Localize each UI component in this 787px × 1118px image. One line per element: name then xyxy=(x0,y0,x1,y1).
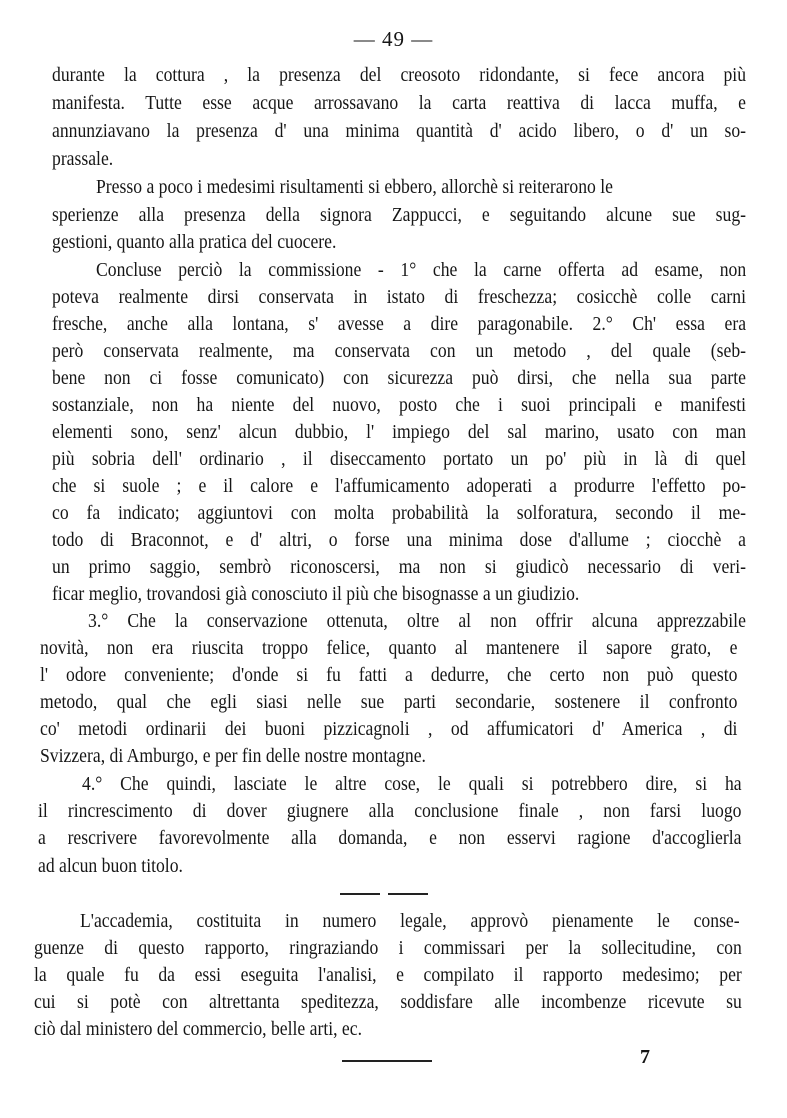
text-line: co fa indicato; aggiuntovi con molta probabilità la solforatura, secondo il me- xyxy=(52,502,747,524)
text-line: manifesta. Tutte esse acque arrossavano la carta reattiva di lacca muffa, e xyxy=(52,92,747,114)
text-line: gestioni, quanto alla pratica del cuocere. xyxy=(52,231,337,253)
text-line: un primo saggio, sembrò riconoscersi, ma non si giudicò necessario di veri- xyxy=(52,556,747,578)
section-divider-right xyxy=(388,893,428,895)
page-number-header: — 49 — xyxy=(353,27,434,51)
text-line: durante la cottura , la presenza del creosoto ridondante, si fece ancora più xyxy=(52,64,747,86)
text-line: ad alcun buon titolo. xyxy=(38,855,183,877)
text-line: prassale. xyxy=(52,148,114,170)
paragraph-start-line: Presso a poco i medesimi risultamenti si ebbero, allorchè si reiterarono le xyxy=(96,176,614,198)
paragraph-start-line: 4.° Che quindi, lasciate le altre cose, le quali si potrebbero dire, si ha xyxy=(82,773,742,795)
text-line: sostanziale, non ha niente del nuovo, posto che i suoi principali e manifesti xyxy=(52,394,747,416)
text-line: la quale fu da essi eseguita l'analisi, e compilato il rapporto medesimo; per xyxy=(34,964,742,986)
text-line: però conservata realmente, ma conservata con un metodo , del quale (seb- xyxy=(52,340,747,362)
text-line: l' odore conveniente; d'onde si fu fatti a dedurre, che certo non può questo xyxy=(40,664,738,686)
text-line: che si suole ; e il calore e l'affumicamento adoperati a produrre l'effetto po- xyxy=(52,475,747,497)
text-line: elementi sono, senz' alcun dubbio, l' impiego del sal marino, usato con man xyxy=(52,421,747,443)
text-line: todo di Braconnot, e d' altri, o forse una minima dose d'allume ; ciocchè a xyxy=(52,529,747,551)
text-line: a rescrivere favorevolmente alla domanda, e non esservi ragione d'accoglierla xyxy=(38,827,742,849)
text-line: metodo, qual che egli siasi nelle sue parti secondarie, sostenere il confronto xyxy=(40,691,738,713)
text-line: più sobria dell' ordinario , il diseccamento portato un po' più in là di quel xyxy=(52,448,747,470)
text-line: Svizzera, di Amburgo, e per fin delle nostre montagne. xyxy=(40,745,426,767)
text-line: poteva realmente dirsi conservata in istato di freschezza; cosicchè colle carni xyxy=(52,286,747,308)
text-line: sperienze alla presenza della signora Zappucci, e seguitando alcune sue sug- xyxy=(52,204,747,226)
paragraph-start-line: Concluse perciò la commissione - 1° che la carne offerta ad esame, non xyxy=(96,259,747,281)
text-line: co' metodi ordinarii dei buoni pizzicagnoli , od affumicatori d' America , di xyxy=(40,718,738,740)
text-line: novità, non era riuscita troppo felice, quanto al mantenere il sapore grato, e xyxy=(40,637,738,659)
signature-mark: 7 xyxy=(640,1046,650,1068)
text-line: guenze di questo rapporto, ringraziando i commissari per la sollecitudine, con xyxy=(34,937,742,959)
paragraph-start-line: 3.° Che la conservazione ottenuta, oltre al non offrir alcuna apprezzabile xyxy=(88,610,746,632)
text-line: il rincrescimento di dover giugnere alla conclusione finale , non farsi luogo xyxy=(38,800,742,822)
end-rule xyxy=(342,1060,432,1062)
text-line: cui si potè con altrettanta speditezza, soddisfare alle incombenze ricevute su xyxy=(34,991,742,1013)
text-line: bene non ci fosse comunicato) con sicurezza può dirsi, che nella sua parte xyxy=(52,367,747,389)
text-line: annunziavano la presenza d' una minima quantità d' acido libero, o d' un so- xyxy=(52,120,747,142)
section-divider-left xyxy=(340,893,380,895)
text-line: fresche, anche alla lontana, s' avesse a dire paragonabile. 2.° Ch' essa era xyxy=(52,313,747,335)
text-line: ciò dal ministero del commercio, belle arti, ec. xyxy=(34,1018,362,1040)
paragraph-start-line: L'accademia, costituita in numero legale, approvò pienamente le conse- xyxy=(80,910,740,932)
text-line: ficar meglio, trovandosi già conosciuto il più che bisognasse a un giudizio. xyxy=(52,583,580,605)
